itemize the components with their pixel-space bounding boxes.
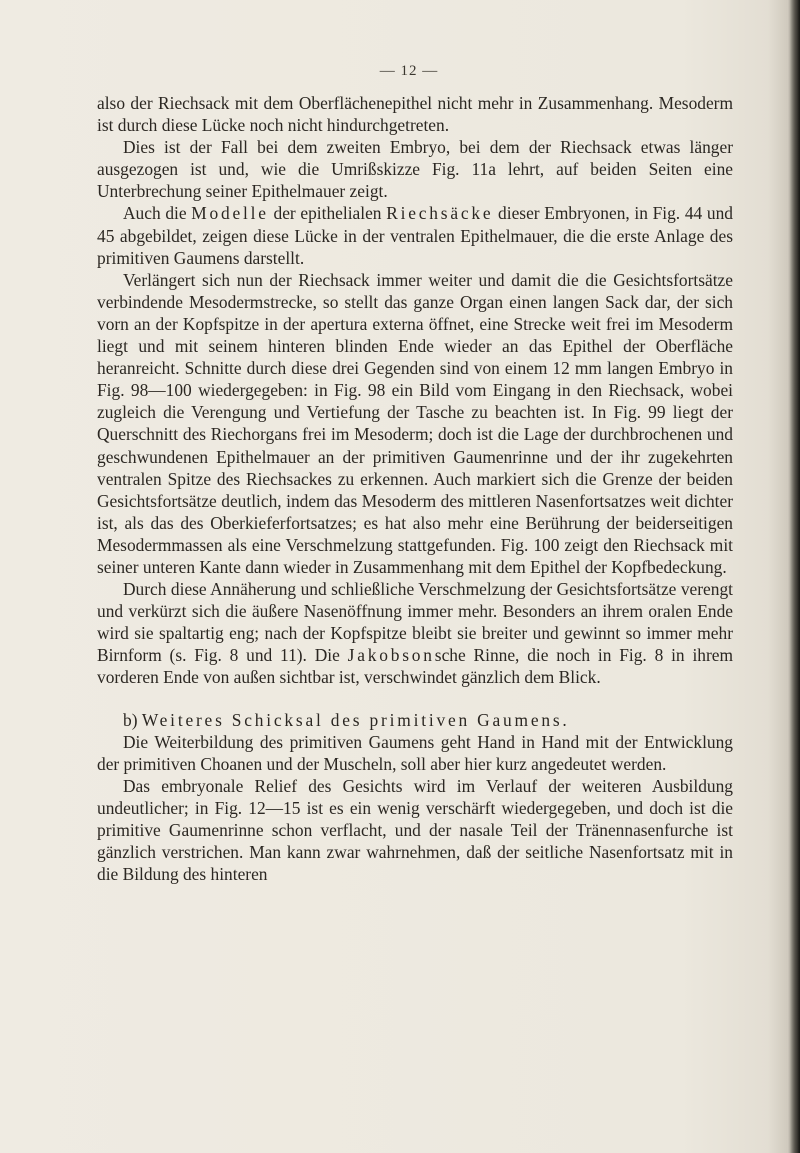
page-number-header: — 12 — [379, 63, 439, 79]
paragraph-3 [97, 202, 733, 268]
paragraph-5 [97, 578, 733, 688]
paragraph-5-text-c: sche Rinne, die noch in Fig. 8 in ihrem vorderen Ende von außen sichtbar ist, verschwindet gänzlich dem Blick. [97, 645, 734, 688]
term-modelle: Modelle [191, 203, 269, 224]
paragraph-4: Verlängert sich nun der Riechsack immer weiter und damit die die Gesichtsfortsätze verbindende Mesodermstrecke, so stellt das ganze Organ einen langen Sack dar, der sich vorn an der Kopfspitze in der apertura externa öffnet, eine Strecke weit frei im Mesoderm liegt und mit seinem hinteren blinden Ende wieder an das Epithel der Oberfläche heranreicht. Schnitte durch diese drei Gegenden sind von einem 12 mm langen Embryo in Fig. 98—100 wiedergegeben: in Fig. 98 ein Bild vom Eingang in den Riechsack, wobei zugleich die Verengung und Vertiefung der Tasche zu beachten ist. In Fig. 99 liegt der Querschnitt des Riechorgans frei im Mesoderm; doch ist die Lage der durchbrochenen und geschwundenen Epithelmauer an der primitiven Gaumenrinne und der ihr zugekehrten ventralen Spitze des Riechsackes zu erkennen. Auch markiert sich die Grenze der beiden Gesichtsfortsätze deutlich, indem das Mesoderm des mittleren Nasenfortsatzes weit dichter ist, als das des Oberkieferfortsatzes; es hat also mehr eine Berührung der beiderseitigen Mesodermmassen als eine Verschmelzung stattgefunden. Fig. 100 zeigt den Riechsack mit seiner unteren Kante dann wieder in Zusammenhang mit dem Epithel der Kopfbedeckung. [97, 269, 733, 577]
paragraph-5-text-a: Durch diese Annäherung und schließliche Verschmelzung der Gesichtsfortsätze verengt und verkürzt sich die äußere Nasenöffnung immer mehr. Besonders an ihrem oralen Ende wird sie spaltartig eng; nach der Kopfspitze bleibt sie breiter und gewinnt so immer mehr Birnform (s. Fig. 8 und 11). Die [97, 579, 733, 666]
paragraph-3-text-e: dieser Embryonen, in Fig. 44 und 45 abgebildet, zeigen diese Lücke in der ventralen Epithelmauer, die die erste Anlage des primitiven Gaumens darstellt. [97, 203, 733, 268]
section-title: Weiteres Schicksal des primitiven Gaumens. [141, 709, 570, 730]
paragraph-2: Dies ist der Fall bei dem zweiten Embryo, bei dem der Riechsack etwas länger ausgezogen ist und, wie die Umrißskizze Fig. 11a lehrt, auf beiden Seiten eine Unterbrechung seiner Epithelmauer zeigt. [97, 137, 733, 202]
body-text [97, 92, 733, 885]
term-riechsaecke: Riechsäcke [386, 203, 494, 224]
paragraph-3-text-c: der epithelialen [268, 203, 387, 224]
paragraph-6: Die Weiterbildung des primitiven Gaumens geht Hand in Hand mit der Entwicklung der primitiven Choanen und der Muscheln, soll aber hier kurz angedeutet werden. [97, 731, 733, 774]
page-edge-shadow [790, 0, 800, 1153]
paragraph-7: Das embryonale Relief des Gesichts wird im Verlauf der weiteren Ausbildung undeutlicher; in Fig. 12—15 ist es ein wenig verschärft wiedergegeben, und doch ist die primitive Gaumenrinne schon verflacht, und der nasale Teil der Tränennasenfurche ist gänzlich verstrichen. Man kann zwar wahrnehmen, daß der seitliche Nasenfortsatz mit in die Bildung des hinteren [97, 775, 733, 885]
section-prefix: b) [123, 709, 142, 730]
paragraph-1: also der Riechsack mit dem Oberflächenepithel nicht mehr in Zusammenhang. Mesoderm ist durch diese Lücke noch nicht hindurchgetreten. [97, 93, 733, 136]
section-heading [97, 709, 733, 731]
paragraph-3-text-a: Auch die [123, 203, 192, 224]
name-jakobson: Jakobson [347, 645, 435, 666]
